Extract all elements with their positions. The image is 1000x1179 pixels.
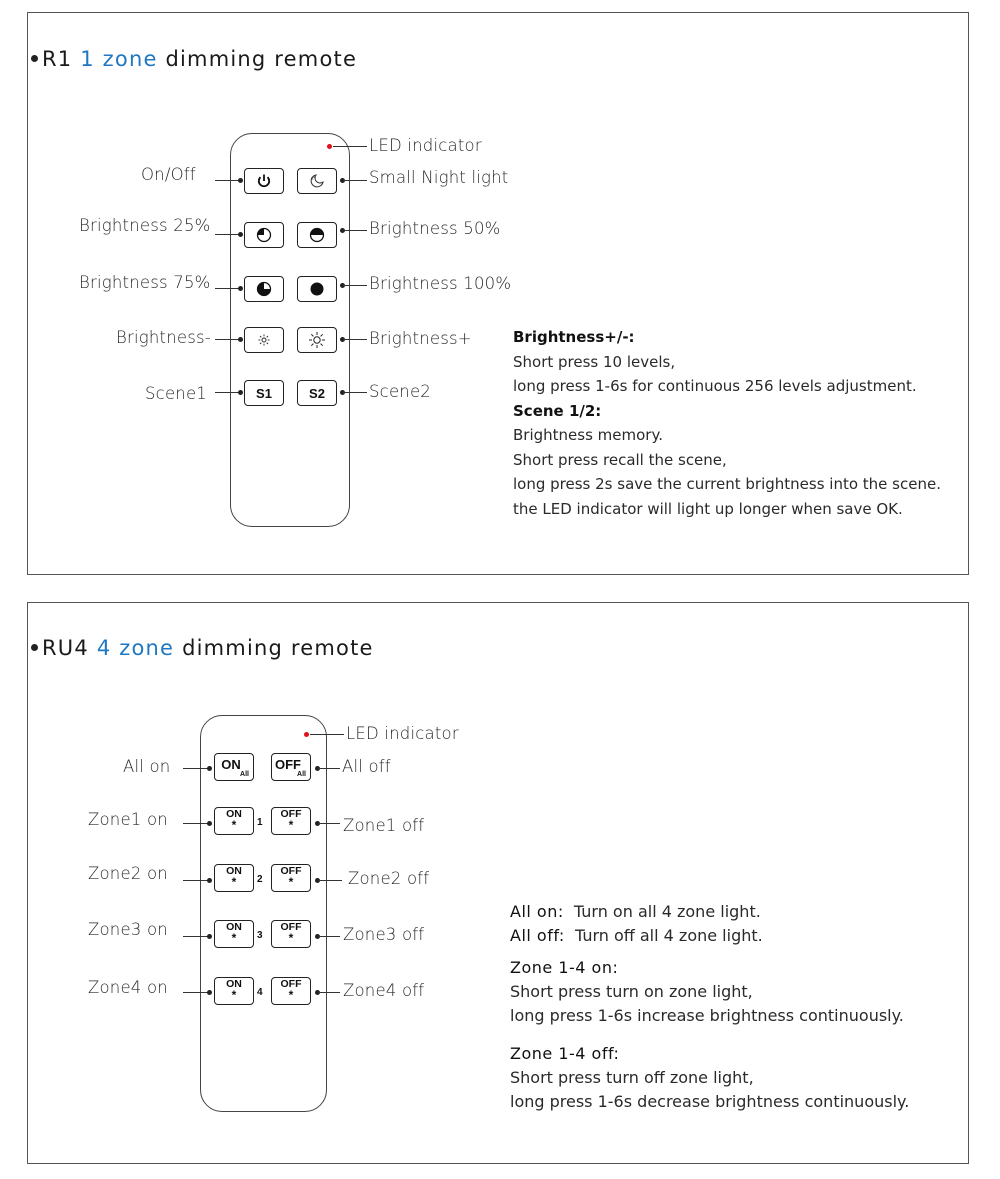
ru4-label-all-off: All off [342,757,391,776]
desc-all-off-heading: All off: [510,926,565,945]
r1-description [513,325,941,521]
desc-heading-brightness: Brightness+/-: [513,328,635,346]
ru4-led-indicator [304,732,309,737]
desc-line: Short press recall the scene, [513,450,727,469]
zone-star-icon: * [231,988,237,1002]
r1-label-on-off: On/Off [141,165,196,184]
brightness-75-icon [256,281,272,297]
ru4-label-z1-off: Zone1 off [343,816,425,835]
ru4-label-z4-off: Zone4 off [343,981,425,1000]
all-off-button[interactable] [271,753,311,781]
desc-heading-scene: Scene 1/2: [513,401,602,420]
zone-star-icon: * [288,931,294,945]
ru4-label-z1-on: Zone1 on [88,810,168,829]
brightness-100-button[interactable] [297,276,337,302]
zone-on-label: ON [226,921,242,933]
scene1-button-label: S1 [256,385,272,401]
ru4-label-z2-on: Zone2 on [88,864,168,883]
scene1-button[interactable] [244,380,284,406]
zone1-number: 1 [257,817,263,828]
ru4-title [31,636,374,660]
zone-off-label: OFF [280,808,302,820]
moon-icon [308,172,326,190]
desc-line: Short press turn on zone light, [510,982,753,1001]
power-icon [255,172,273,190]
zone1-on-button[interactable] [214,807,254,835]
brightness-75-button[interactable] [244,276,284,302]
r1-label-bplus: Brightness+ [369,329,472,348]
bullet-icon [31,55,38,62]
desc-all-on-text: Turn on all 4 zone light. [573,902,761,921]
desc-all-on [510,900,909,924]
zone4-on-button[interactable] [214,977,254,1005]
zone-star-icon: * [231,931,237,945]
r1-zone: 1 zone [80,47,158,71]
r1-label-b100: Brightness 100% [369,274,512,293]
desc-all-off [510,924,909,948]
brightness-25-button[interactable] [244,222,284,248]
desc-all-off-text: Turn off all 4 zone light. [574,926,763,945]
desc-all-on-heading: All on: [510,902,564,921]
on-off-button[interactable] [244,168,284,194]
ru4-title-rest: dimming remote [182,636,374,660]
r1-led-indicator [327,144,332,149]
r1-title-rest: dimming remote [165,47,358,71]
zone-star-icon: * [231,875,237,889]
desc-line: long press 1-6s increase brightness continuously. [510,1006,904,1025]
zone1-off-button[interactable] [271,807,311,835]
ru4-zone: 4 zone [96,636,175,660]
night-light-button[interactable] [297,168,337,194]
ru4-model: RU4 [42,636,89,660]
sun-large-icon [308,331,326,349]
brightness-50-icon [309,227,325,243]
brightness-100-icon [309,281,325,297]
all-on-button[interactable] [214,753,254,781]
zone2-off-button[interactable] [271,864,311,892]
r1-label-led: LED indicator [369,136,482,155]
desc-line: long press 1-6s decrease brightness continuously. [510,1092,910,1111]
scene2-button-label: S2 [309,385,325,401]
zone-star-icon: * [231,818,237,832]
desc-line: long press 2s save the current brightness into the scene. [513,475,941,493]
desc-zone-off-heading: Zone 1-4 off: [510,1044,620,1063]
scene2-button[interactable] [297,380,337,406]
all-suffix: All [240,771,249,778]
zone-off-label: OFF [280,921,302,933]
svg-text:z: z [311,176,314,182]
zone-star-icon: * [288,818,294,832]
brightness-minus-button[interactable] [244,327,284,353]
r1-title [31,47,357,71]
zone4-number: 4 [257,987,263,998]
ru4-label-z4-on: Zone4 on [88,978,168,997]
desc-line: Short press 10 levels, [513,352,676,371]
ru4-label-led: LED indicator [346,724,459,743]
zone-star-icon: * [288,875,294,889]
sun-small-icon [257,333,271,347]
r1-model: R1 [42,47,73,71]
brightness-50-button[interactable] [297,222,337,248]
zone-on-label: ON [226,865,242,877]
r1-label-night: Small Night light [369,168,509,187]
all-off-label: OFF [275,757,301,772]
ru4-label-all-on: All on [123,757,171,776]
desc-zone-on-heading: Zone 1-4 on: [510,958,619,977]
zone2-number: 2 [257,874,263,885]
r1-label-b25: Brightness 25% [79,216,211,235]
r1-label-scene2: Scene2 [369,382,432,401]
ru4-label-z2-off: Zone2 off [348,869,430,888]
zone3-number: 3 [257,930,263,941]
svg-text:z: z [313,174,316,179]
ru4-label-z3-off: Zone3 off [343,925,425,944]
zone-on-label: ON [226,978,242,990]
r1-label-b50: Brightness 50% [369,219,501,238]
zone3-off-button[interactable] [271,920,311,948]
brightness-25-icon [256,227,272,243]
zone3-on-button[interactable] [214,920,254,948]
brightness-plus-button[interactable] [297,327,337,353]
desc-line: Brightness memory. [513,426,663,444]
r1-label-bminus: Brightness- [116,328,211,347]
ru4-description [510,900,909,1114]
all-suffix: All [297,771,306,778]
zone2-on-button[interactable] [214,864,254,892]
desc-line: Short press turn off zone light, [510,1068,754,1087]
zone-on-label: ON [226,808,242,820]
zone-star-icon: * [288,988,294,1002]
zone4-off-button[interactable] [271,977,311,1005]
zone-off-label: OFF [280,978,302,990]
all-on-label: ON [221,757,241,772]
r1-label-scene1: Scene1 [145,384,208,403]
desc-line: the LED indicator will light up longer when save OK. [513,499,903,518]
zone-off-label: OFF [280,865,302,877]
desc-line: long press 1-6s for continuous 256 levels adjustment. [513,377,917,395]
ru4-label-z3-on: Zone3 on [88,920,168,939]
r1-label-b75: Brightness 75% [79,273,211,292]
bullet-icon [31,644,38,651]
